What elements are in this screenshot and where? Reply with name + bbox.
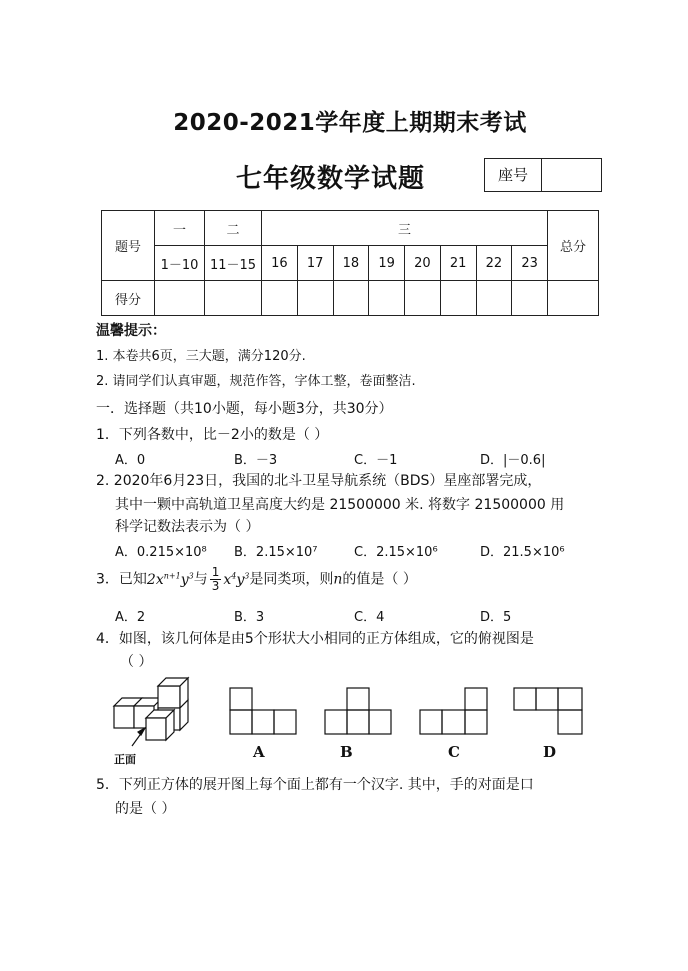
q1-option-b[interactable]: B．－3: [234, 453, 278, 468]
range-cell: 11－15: [205, 246, 262, 281]
q3-suffix: 是同类项，则: [249, 571, 334, 588]
option-b-label[interactable]: B: [340, 743, 353, 761]
q3-option-b[interactable]: B．3: [234, 610, 265, 625]
score-cell[interactable]: [205, 281, 262, 316]
range-cell: 16: [262, 246, 298, 281]
range-cell: 18: [333, 246, 369, 281]
range-cell: 21: [440, 246, 476, 281]
total-score-cell[interactable]: [548, 281, 599, 316]
q5-line-1: 5．下列正方体的展开图上每个面上都有一个汉字. 其中，手的对面是口: [96, 777, 534, 793]
option-d-label[interactable]: D: [543, 743, 557, 761]
q3-text: [96, 566, 417, 593]
q4-line-2: （ ）: [120, 654, 153, 670]
front-view-label: 正面: [114, 753, 136, 766]
q1-option-d[interactable]: D．|－0.6|: [480, 453, 546, 468]
range-cell: 19: [369, 246, 405, 281]
score-cell[interactable]: [476, 281, 512, 316]
range-cell: 20: [405, 246, 441, 281]
range-cell: 1－10: [155, 246, 205, 281]
section-1-header: 一: [155, 211, 205, 246]
tips-line-2: 2. 请同学们认真审题，规范作答，字体工整，卷面整洁.: [96, 374, 416, 389]
range-cell: 23: [512, 246, 548, 281]
option-a-top-view: [230, 688, 296, 734]
q3-term-2: $x^4y^3$: [223, 570, 250, 588]
q5-line-2: 的是（ ）: [115, 801, 176, 817]
tips-heading: 温馨提示：: [96, 323, 166, 339]
q1-option-c[interactable]: C．－1: [354, 453, 398, 468]
q3-option-c[interactable]: C．4: [354, 610, 385, 625]
option-b-top-view: [325, 688, 391, 734]
q3-prefix: 3．已知: [96, 571, 147, 588]
q1-text: 1．下列各数中，比－2小的数是（ ）: [96, 427, 329, 443]
score-cell[interactable]: [297, 281, 333, 316]
q3-mid: 与: [193, 571, 208, 588]
range-cell: 17: [297, 246, 333, 281]
isometric-solid-figure: [114, 678, 188, 746]
score-cell[interactable]: [155, 281, 205, 316]
q3-term-1: $2x^{n+1}y^3$: [146, 570, 194, 588]
option-c-top-view: [420, 688, 487, 734]
q2-option-a[interactable]: A．0.215×10⁸: [115, 545, 207, 560]
q3-end: 的值是（ ）: [342, 571, 417, 588]
score-cell[interactable]: [512, 281, 548, 316]
tips-line-1: 1. 本卷共6页，三大题，满分120分.: [96, 349, 306, 364]
score-cell[interactable]: [440, 281, 476, 316]
q2-line-2: 其中一颗中高轨道卫星高度大约是 21500000 米. 将数字 21500000 用: [115, 497, 565, 513]
q1-option-a[interactable]: A．0: [115, 453, 146, 468]
q2-option-d[interactable]: D．21.5×10⁶: [480, 545, 565, 560]
q3-option-d[interactable]: D．5: [480, 610, 512, 625]
section-1-heading: 一．选择题（共10小题，每小题3分，共30分）: [96, 401, 393, 417]
range-cell: 22: [476, 246, 512, 281]
exam-title: 2020-2021学年度上期期末考试: [173, 110, 527, 136]
q3-fraction: $\frac{1}{3}$: [211, 565, 220, 593]
score-table: [101, 210, 599, 316]
q2-option-b[interactable]: B．2.15×10⁷: [234, 545, 318, 560]
q4-line-1: 4．如图，该几何体是由5个形状大小相同的正方体组成，它的俯视图是: [96, 631, 534, 647]
q3-var: n: [333, 571, 343, 588]
exam-subtitle: 七年级数学试题: [236, 164, 426, 194]
q2-line-1: 2. 2020年6月23日，我国的北斗卫星导航系统（BDS）星座部署完成，: [96, 473, 542, 489]
total-label: 总分: [548, 211, 599, 281]
q2-option-c[interactable]: C．2.15×10⁶: [354, 545, 438, 560]
question-label: 题号: [102, 211, 155, 281]
seat-blank[interactable]: [542, 159, 601, 191]
score-cell[interactable]: [262, 281, 298, 316]
score-cell[interactable]: [369, 281, 405, 316]
section-2-header: 二: [205, 211, 262, 246]
option-a-label[interactable]: A: [253, 743, 265, 761]
option-c-label[interactable]: C: [448, 743, 460, 761]
score-cell[interactable]: [333, 281, 369, 316]
q3-option-a[interactable]: A．2: [115, 610, 146, 625]
score-label: 得分: [102, 281, 155, 316]
seat-number-box: [484, 158, 602, 192]
section-3-header: 三: [262, 211, 548, 246]
q2-line-3: 科学记数法表示为（ ）: [115, 519, 260, 535]
score-cell[interactable]: [405, 281, 441, 316]
option-d-top-view: [514, 688, 582, 734]
seat-label: 座号: [485, 159, 542, 191]
